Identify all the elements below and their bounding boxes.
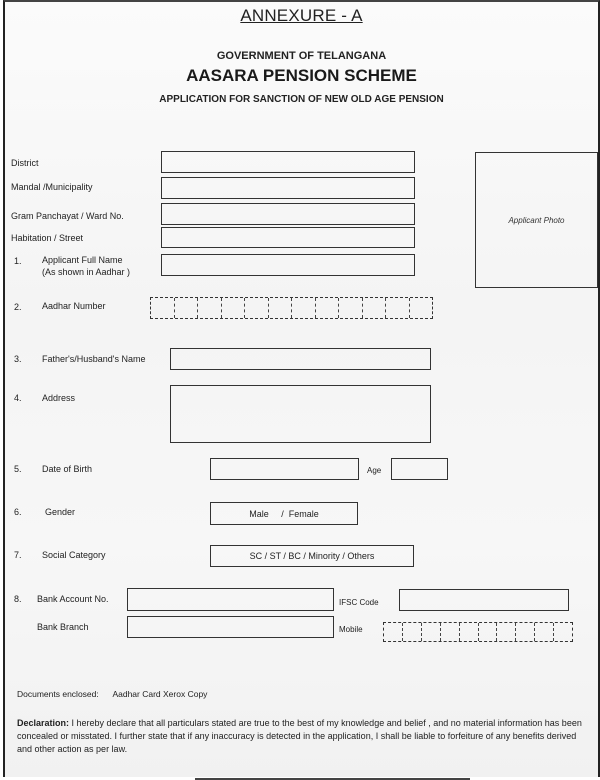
documents-value: Aadhar Card Xerox Copy <box>112 689 208 699</box>
father-husband-name-field[interactable] <box>170 348 431 370</box>
field-number-6: 6. <box>14 507 22 517</box>
field-number-7: 7. <box>14 550 22 560</box>
district-label: District <box>11 158 39 168</box>
bank-account-label: Bank Account No. <box>37 594 109 604</box>
aadhar-digit-cell[interactable] <box>363 298 387 318</box>
application-form-page <box>3 0 600 777</box>
aadhar-digit-cell[interactable] <box>198 298 222 318</box>
aadhar-digit-cell[interactable] <box>410 298 433 318</box>
aadhar-label: Aadhar Number <box>42 301 106 311</box>
applicant-name-field[interactable] <box>161 254 415 276</box>
applicant-photo-box[interactable] <box>475 152 598 288</box>
mandal-field[interactable] <box>161 177 415 199</box>
mobile-digit-cell[interactable] <box>497 623 516 641</box>
declaration-text: I hereby declare that all particulars stated are true to the best of my knowledge and belief , and no material information has been concealed or misstated. I further state that if any inaccuracy is detected in the application, I shall be liable to forfeiture of any benefits derived and other action as per law. <box>17 718 582 754</box>
mobile-digit-cell[interactable] <box>479 623 498 641</box>
age-field[interactable] <box>391 458 448 480</box>
aadhar-digit-cell[interactable] <box>175 298 199 318</box>
declaration-label: Declaration: <box>17 718 70 728</box>
mobile-digit-cell[interactable] <box>441 623 460 641</box>
aadhar-digit-cell[interactable] <box>151 298 175 318</box>
gender-label: Gender <box>45 507 76 517</box>
mandal-label: Mandal /Municipality <box>11 182 93 192</box>
applicant-name-label: Applicant Full Name <box>42 255 123 265</box>
declaration <box>17 717 582 756</box>
ifsc-label: IFSC Code <box>339 598 379 607</box>
mobile-digit-cell[interactable] <box>422 623 441 641</box>
social-category-label: Social Category <box>42 550 106 560</box>
documents-label: Documents enclosed: <box>17 689 99 699</box>
dob-label: Date of Birth <box>42 464 93 474</box>
mobile-digit-cell[interactable] <box>403 623 422 641</box>
age-label: Age <box>367 466 382 475</box>
aadhar-digit-cell[interactable] <box>269 298 293 318</box>
aadhar-digit-cell[interactable] <box>339 298 363 318</box>
annexure-title: ANNEXURE - A <box>240 6 363 25</box>
applicant-name-sublabel: (As shown in Aadhar ) <box>42 267 131 277</box>
aadhar-digit-cell[interactable] <box>386 298 410 318</box>
habitation-label: Habitation / Street <box>11 233 84 243</box>
ifsc-field[interactable] <box>399 589 569 611</box>
form-subtitle: APPLICATION FOR SANCTION OF NEW OLD AGE PENSION <box>159 94 444 105</box>
address-field[interactable] <box>170 385 431 443</box>
government-heading: GOVERNMENT OF TELANGANA <box>216 50 387 62</box>
district-field[interactable] <box>161 151 415 173</box>
mobile-label: Mobile <box>339 625 363 634</box>
bank-account-field[interactable] <box>127 588 334 611</box>
gender-options[interactable]: Male / Female <box>210 502 358 525</box>
bank-branch-field[interactable] <box>127 616 334 638</box>
field-number-2: 2. <box>14 302 22 312</box>
habitation-field[interactable] <box>161 227 415 248</box>
father-husband-name-label: Father's/Husband's Name <box>42 354 146 364</box>
scheme-title: AASARA PENSION SCHEME <box>186 66 417 85</box>
aadhar-digit-cell[interactable] <box>292 298 316 318</box>
dob-field[interactable] <box>210 458 359 480</box>
field-number-1: 1. <box>14 256 22 266</box>
social-category-options[interactable]: SC / ST / BC / Minority / Others <box>210 545 414 567</box>
mobile-field[interactable] <box>383 622 573 642</box>
mobile-digit-cell[interactable] <box>516 623 535 641</box>
gram-panchayat-label: Gram Panchayat / Ward No. <box>11 211 124 221</box>
address-label: Address <box>42 393 76 403</box>
documents-enclosed <box>17 689 207 699</box>
mobile-digit-cell[interactable] <box>384 623 403 641</box>
field-number-4: 4. <box>14 393 22 403</box>
field-number-8: 8. <box>14 594 22 604</box>
aadhar-digit-cell[interactable] <box>316 298 340 318</box>
mobile-digit-cell[interactable] <box>460 623 479 641</box>
field-number-5: 5. <box>14 464 22 474</box>
aadhar-digit-cell[interactable] <box>222 298 246 318</box>
mobile-digit-cell[interactable] <box>535 623 554 641</box>
aadhar-digit-cell[interactable] <box>245 298 269 318</box>
field-number-3: 3. <box>14 354 22 364</box>
gram-panchayat-field[interactable] <box>161 203 415 225</box>
bank-branch-label: Bank Branch <box>37 622 89 632</box>
mobile-digit-cell[interactable] <box>554 623 572 641</box>
applicant-photo-label: Applicant Photo <box>508 215 565 225</box>
aadhar-number-field[interactable] <box>150 297 433 319</box>
